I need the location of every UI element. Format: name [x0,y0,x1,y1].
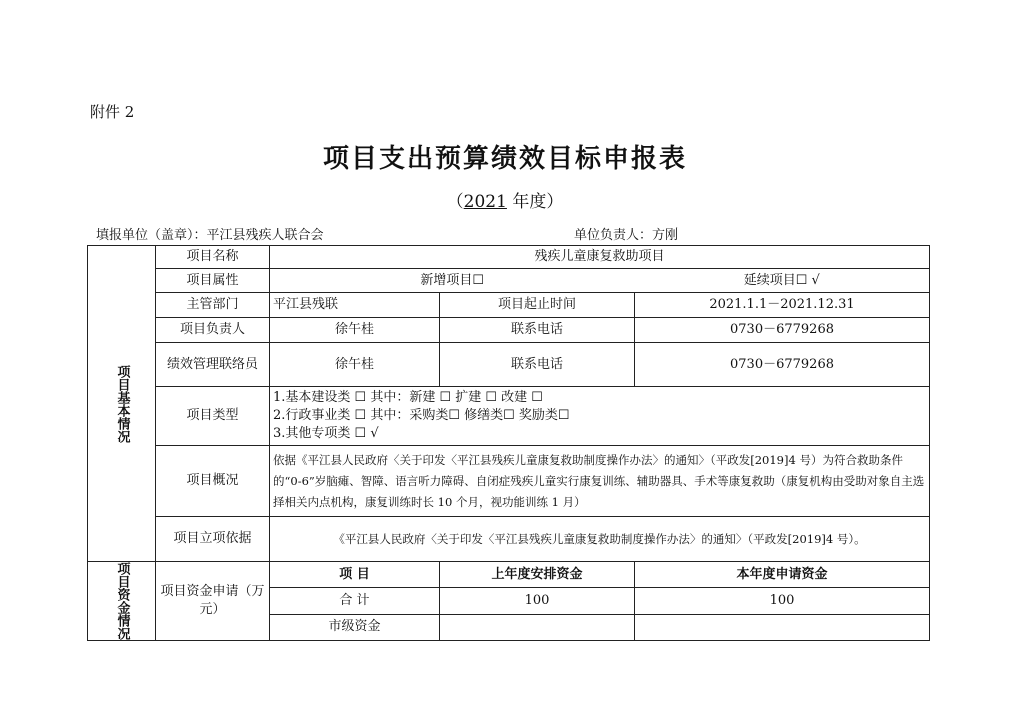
project-attr-label: 项目属性 [156,269,270,293]
year-line: （2021 年度） [446,192,564,212]
funds-header-item: 项 目 [270,562,440,588]
leader-phone: 0730－6779268 [635,318,930,343]
row-contact [88,343,930,387]
funds-header-this: 本年度申请资金 [635,562,930,588]
row-project-attr [88,269,930,293]
contact-phone: 0730－6779268 [635,343,930,387]
row-leader [88,318,930,343]
leader-value: 徐午桂 [270,318,440,343]
funds-item-this: 100 [635,588,930,614]
project-type-line: 3.其他专项类 ☐ √ [273,426,379,441]
funds-item-last: 100 [440,588,635,614]
funds-item-this [635,614,930,640]
overview-label: 项目概况 [156,446,270,517]
unit-principal: 单位负责人：方刚 [574,228,679,243]
funds-item-last [440,614,635,640]
leader-phone-label: 联系电话 [440,318,635,343]
section-funds: 项目资金情况 [88,562,156,641]
project-attr-new: 新增项目☐ [270,269,635,293]
project-name-label: 项目名称 [156,246,270,269]
row-funds-header [88,562,930,588]
row-project-name [88,246,930,269]
row-basis [88,517,930,562]
project-type-label: 项目类型 [156,387,270,446]
basis-label: 项目立项依据 [156,517,270,562]
contact-phone-label: 联系电话 [440,343,635,387]
project-type-line: 2.行政事业类 ☐ 其中：采购类☐ 修缮类☐ 奖励类☐ [273,408,570,423]
project-name-value: 残疾儿童康复救助项目 [270,246,930,269]
page-title: 项目支出预算绩效目标申报表 [322,144,687,174]
funds-header-last: 上年度安排资金 [440,562,635,588]
funds-label: 项目资金申请（万元） [156,562,270,641]
row-overview [88,446,930,517]
department-value: 平江县残联 [270,293,440,318]
overview-text: 依据《平江县人民政府〈关于印发〈平江县残疾儿童康复救助制度操作办法〉的通知〉（平政发[2019]4 号）为符合救助条件的“0-6”岁脑瘫、智障、语言听力障碍、自闭症残疾儿童实行康复训练、辅助器具、手术等康复救助（康复机构由受助对象自主选择相关内点机构，康复训练时长 10 个月，视功能训练 1 月） [270,446,930,517]
period-value: 2021.1.1－2021.12.31 [635,293,930,318]
budget-form-table [87,245,930,641]
row-department [88,293,930,318]
leader-label: 项目负责人 [156,318,270,343]
department-label: 主管部门 [156,293,270,318]
year-value: 2021 [463,192,507,212]
funds-item-name: 市级资金 [270,614,440,640]
basis-text: 《平江县人民政府〈关于印发〈平江县残疾儿童康复救助制度操作办法〉的通知〉（平政发[2019]4 号）。 [270,517,930,562]
contact-label: 绩效管理联络员 [156,343,270,387]
attachment-label: 附件 2 [90,103,135,121]
contact-value: 徐午桂 [270,343,440,387]
section-basic: 项目基本情况 [88,246,156,562]
row-project-type [88,387,930,446]
fill-unit: 填报单位（盖章）：平江县残疾人联合会 [96,228,324,243]
project-type-line: 1.基本建设类 ☐ 其中：新建 ☐ 扩建 ☐ 改建 ☐ [273,390,543,405]
funds-item-name: 合 计 [270,588,440,614]
project-type-options [270,387,930,446]
project-attr-continue: 延续项目☐ √ [635,269,930,293]
period-label: 项目起止时间 [440,293,635,318]
